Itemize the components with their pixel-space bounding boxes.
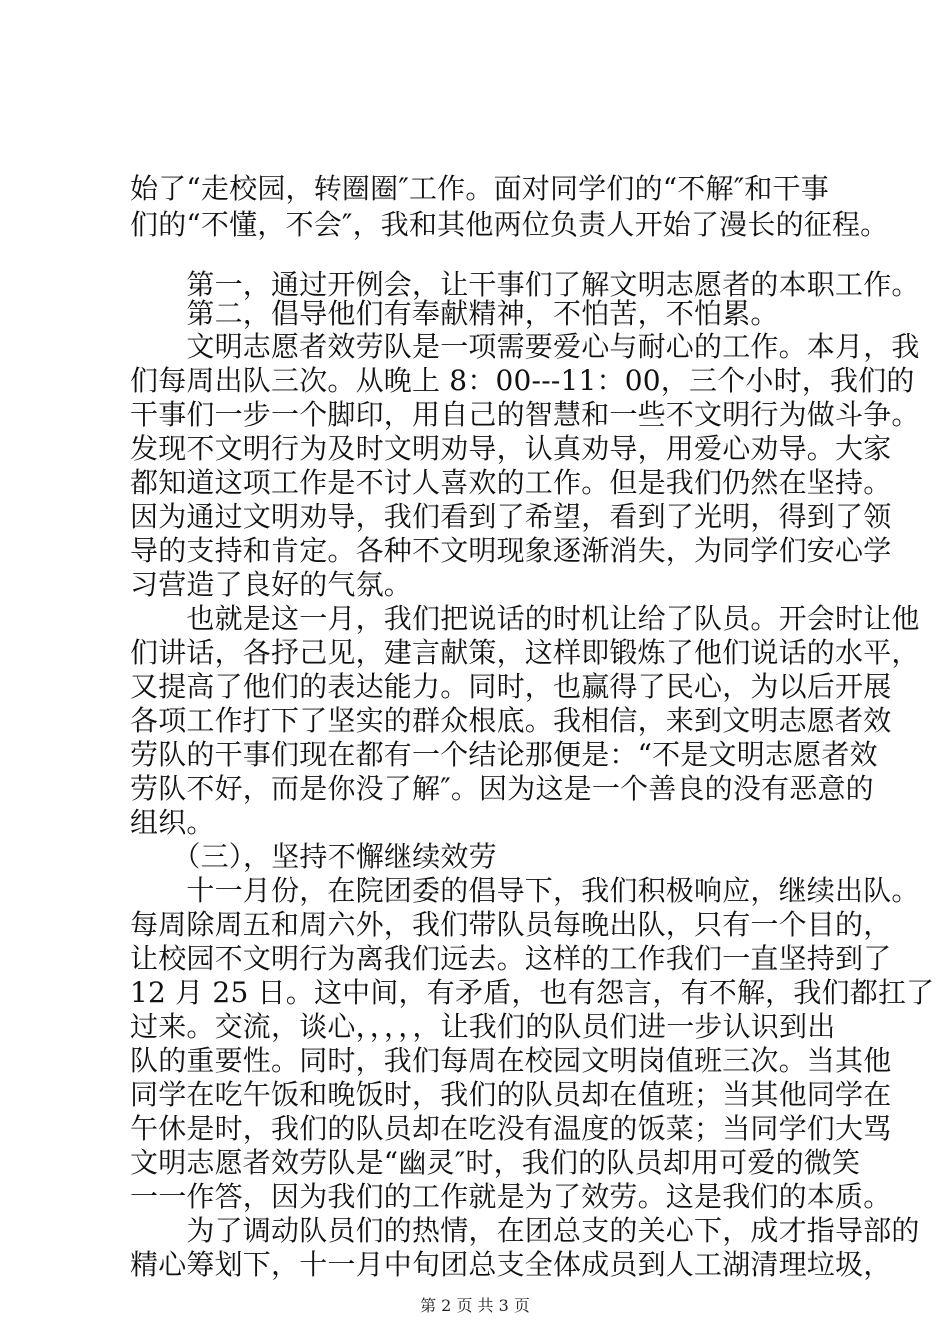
text-line: 都知道这项工作是不讨人喜欢的工作。但是我们仍然在坚持。 — [130, 466, 892, 499]
text-line: 同学在吃午饭和晚饭时，我们的队员却在值班；当其他同学在 — [130, 1078, 892, 1111]
text-line: 因为通过文明劝导，我们看到了希望，看到了光明，得到了领 — [130, 500, 892, 533]
text-line: 每周除周五和周六外，我们带队员每晚出队，只有一个目的， — [130, 908, 892, 941]
text-line: 劳队的干事们现在都有一个结论那便是：“不是文明志愿者效 — [130, 738, 878, 771]
text-line: 为了调动队员们的热情，在团总支的关心下，成才指导部的 — [130, 1214, 920, 1247]
text-line: 让校园不文明行为离我们远去。这样的工作我们一直坚持到了 — [130, 942, 892, 975]
text-line: 们每周出队三次。从晚上 8：00---11：00，三个小时，我们的 — [130, 364, 915, 397]
text-line: 精心筹划下，十一月中旬团总支全体成员到人工湖清理垃圾， — [130, 1248, 892, 1281]
page-footer: 第 2 页 共 3 页 — [420, 1296, 530, 1315]
text-line: 又提高了他们的表达能力。同时，也赢得了民心，为以后开展 — [130, 670, 892, 703]
section-heading: （三），坚持不懈继续效劳 — [130, 840, 497, 873]
text-line: 十一月份，在院团委的倡导下，我们积极响应，继续出队。 — [130, 874, 920, 907]
text-line: 一一作答，因为我们的工作就是为了效劳。这是我们的本质。 — [130, 1180, 892, 1213]
text-line: 组织。 — [130, 806, 215, 839]
text-line: 劳队不好，而是你没了解″。因为这是一个善良的没有恶意的 — [130, 772, 874, 805]
text-line: 们讲话，各抒己见，建言献策，这样即锻炼了他们说话的水平， — [130, 636, 920, 669]
text-line: 队的重要性。同时，我们每周在校园文明岗值班三次。当其他 — [130, 1044, 892, 1077]
text-line: 各项工作打下了坚实的群众根底。我相信，来到文明志愿者效 — [130, 704, 892, 737]
text-line: 第二，倡导他们有奉献精神，不怕苦，不怕累。 — [130, 297, 779, 330]
text-line: 导的支持和肯定。各种不文明现象逐渐消失，为同学们安心学 — [130, 534, 892, 567]
text-line: 干事们一步一个脚印，用自己的智慧和一些不文明行为做斗争。 — [130, 398, 920, 431]
text-line: 文明志愿者效劳队是“幽灵″时，我们的队员却用可爱的微笑 — [130, 1146, 861, 1179]
text-line: 们的“不懂，不会″，我和其他两位负责人开始了漫长的征程。 — [130, 208, 889, 241]
text-line: 12 月 25 日。这中间，有矛盾，也有怨言，有不解，我们都扛了 — [130, 976, 935, 1009]
text-line: 文明志愿者效劳队是一项需要爱心与耐心的工作。本月，我 — [130, 330, 920, 363]
text-line: 发现不文明行为及时文明劝导，认真劝导，用爱心劝导。大家 — [130, 432, 892, 465]
text-line: 也就是这一月，我们把说话的时机让给了队员。开会时让他 — [130, 602, 920, 635]
text-line: 过来。交流，谈心，，，，，让我们的队员们进一步认识到出 — [130, 1010, 836, 1043]
text-line: 始了“走校园，转圈圈″工作。面对同学们的“不解″和干事 — [130, 172, 829, 205]
text-line: 第一，通过开例会，让干事们了解文明志愿者的本职工作。 — [130, 268, 920, 301]
text-line: 习营造了良好的气氛。 — [130, 568, 413, 601]
text-line: 午休是时，我们的队员却在吃没有温度的饭菜；当同学们大骂 — [130, 1112, 892, 1145]
